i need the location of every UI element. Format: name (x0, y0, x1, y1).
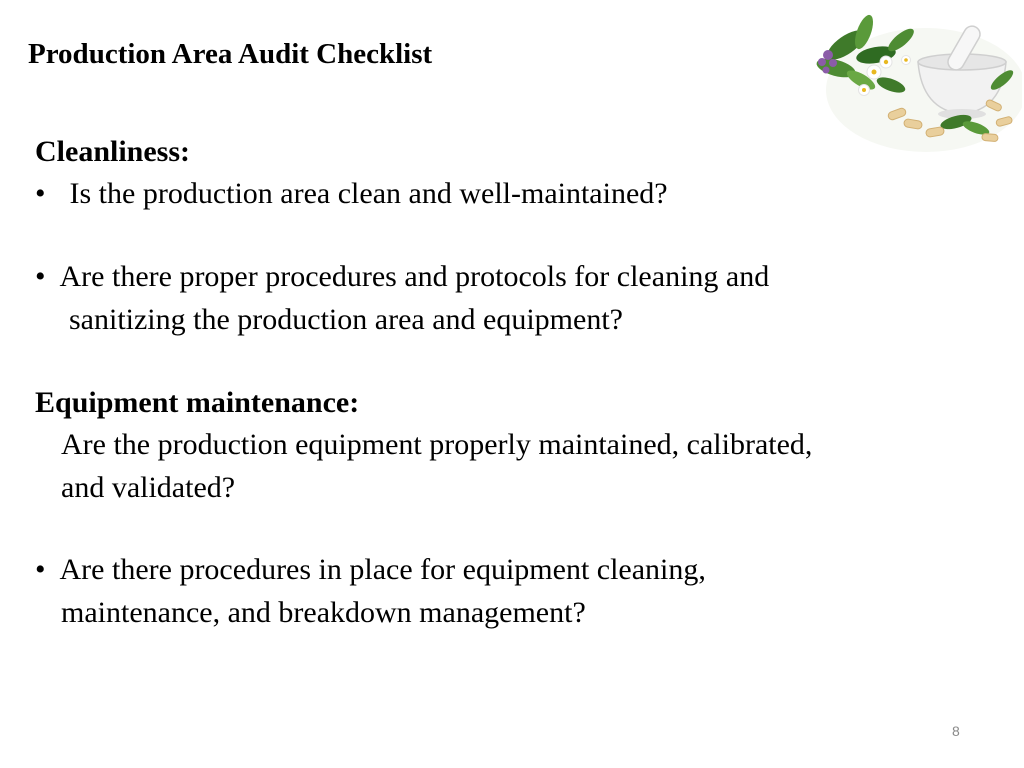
cleanliness-item-1: Is the production area clean and well-maintained? (69, 177, 668, 210)
cleanliness-item-2-line-2: sanitizing the production area and equipment? (69, 303, 623, 336)
bullet-icon: • (35, 553, 46, 586)
cleanliness-heading: Cleanliness: (35, 135, 191, 168)
list-item (35, 552, 706, 588)
equipment-item-2-line-1: Are there procedures in place for equipment cleaning, (59, 553, 706, 586)
equipment-heading: Equipment maintenance: (35, 386, 360, 419)
slide-title: Production Area Audit Checklist (28, 38, 433, 70)
list-item (35, 176, 668, 212)
cleanliness-item-2-line-1: Are there proper procedures and protocols for cleaning and (59, 260, 770, 293)
bullet-icon: • (35, 177, 46, 210)
equipment-item-2-line-2: maintenance, and breakdown management? (61, 596, 586, 629)
bullet-icon: • (35, 260, 46, 293)
herbs-mortar-image (806, 10, 1022, 156)
equipment-item-1-line-2: and validated? (61, 471, 236, 504)
list-item (35, 259, 769, 295)
equipment-item-1-line-1: Are the production equipment properly maintained, calibrated, (61, 428, 813, 461)
page-number: 8 (952, 723, 960, 739)
